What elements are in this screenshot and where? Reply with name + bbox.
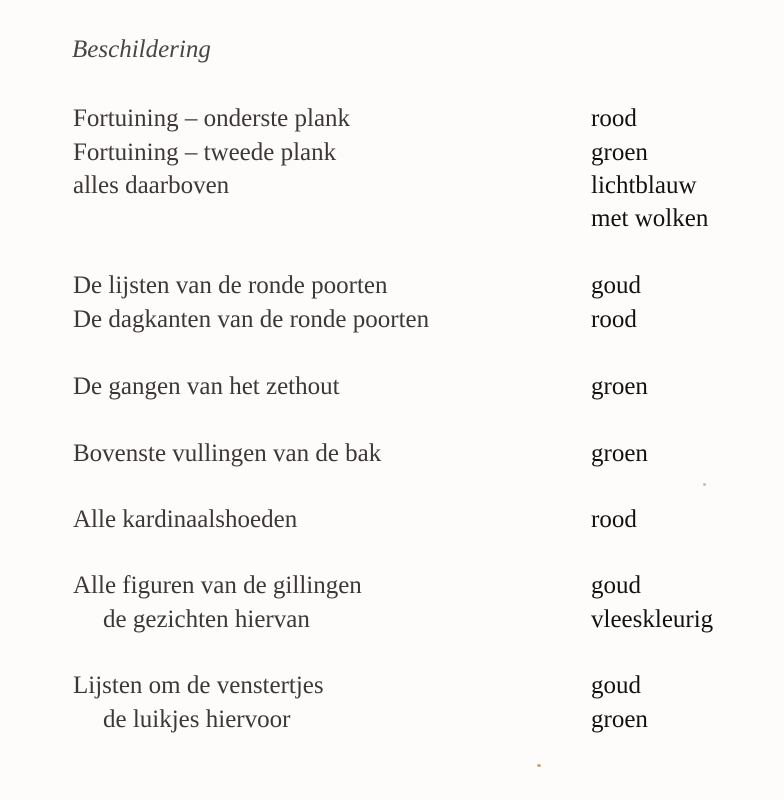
paint-row — [0, 703, 784, 737]
part-label: Lijsten om de venstertjes — [73, 672, 324, 699]
color-value: groen — [591, 373, 648, 400]
paint-row — [0, 102, 784, 136]
paint-row — [0, 569, 784, 603]
section-heading: Beschildering — [72, 36, 211, 63]
color-value: rood — [591, 105, 637, 132]
paint-row — [0, 136, 784, 170]
paint-row — [0, 370, 784, 404]
part-label: alles daarboven — [73, 172, 230, 199]
paper-speck — [703, 483, 706, 486]
color-value: goud — [591, 272, 641, 299]
paint-row — [0, 603, 784, 637]
paper-speck — [537, 764, 541, 767]
part-label: De dagkanten van de ronde poorten — [73, 306, 430, 333]
part-label: Fortuining – onderste plank — [73, 105, 351, 132]
color-value: groen — [591, 440, 648, 467]
color-value: vleeskleurig — [591, 606, 714, 633]
color-value: groen — [591, 706, 648, 733]
paint-row — [0, 202, 784, 236]
color-value: groen — [591, 139, 648, 166]
color-value: met wolken — [591, 205, 709, 232]
paint-row — [0, 269, 784, 303]
part-label: Alle kardinaalshoeden — [73, 506, 298, 533]
paint-row — [0, 437, 784, 471]
part-label: de luikjes hiervoor — [103, 706, 291, 733]
part-label: Fortuining – tweede plank — [73, 139, 337, 166]
part-label: Alle figuren van de gillingen — [73, 572, 362, 599]
color-value: lichtblauw — [591, 172, 697, 199]
color-value: goud — [591, 572, 641, 599]
paint-row — [0, 503, 784, 537]
paint-row — [0, 669, 784, 703]
part-label: de gezichten hiervan — [103, 606, 310, 633]
part-label: Bovenste vullingen van de bak — [73, 440, 382, 467]
part-label: De gangen van het zethout — [73, 373, 340, 400]
paint-row — [0, 169, 784, 203]
color-value: rood — [591, 306, 637, 333]
color-value: goud — [591, 672, 641, 699]
part-label: De lijsten van de ronde poorten — [73, 272, 388, 299]
color-value: rood — [591, 506, 637, 533]
paint-row — [0, 303, 784, 337]
